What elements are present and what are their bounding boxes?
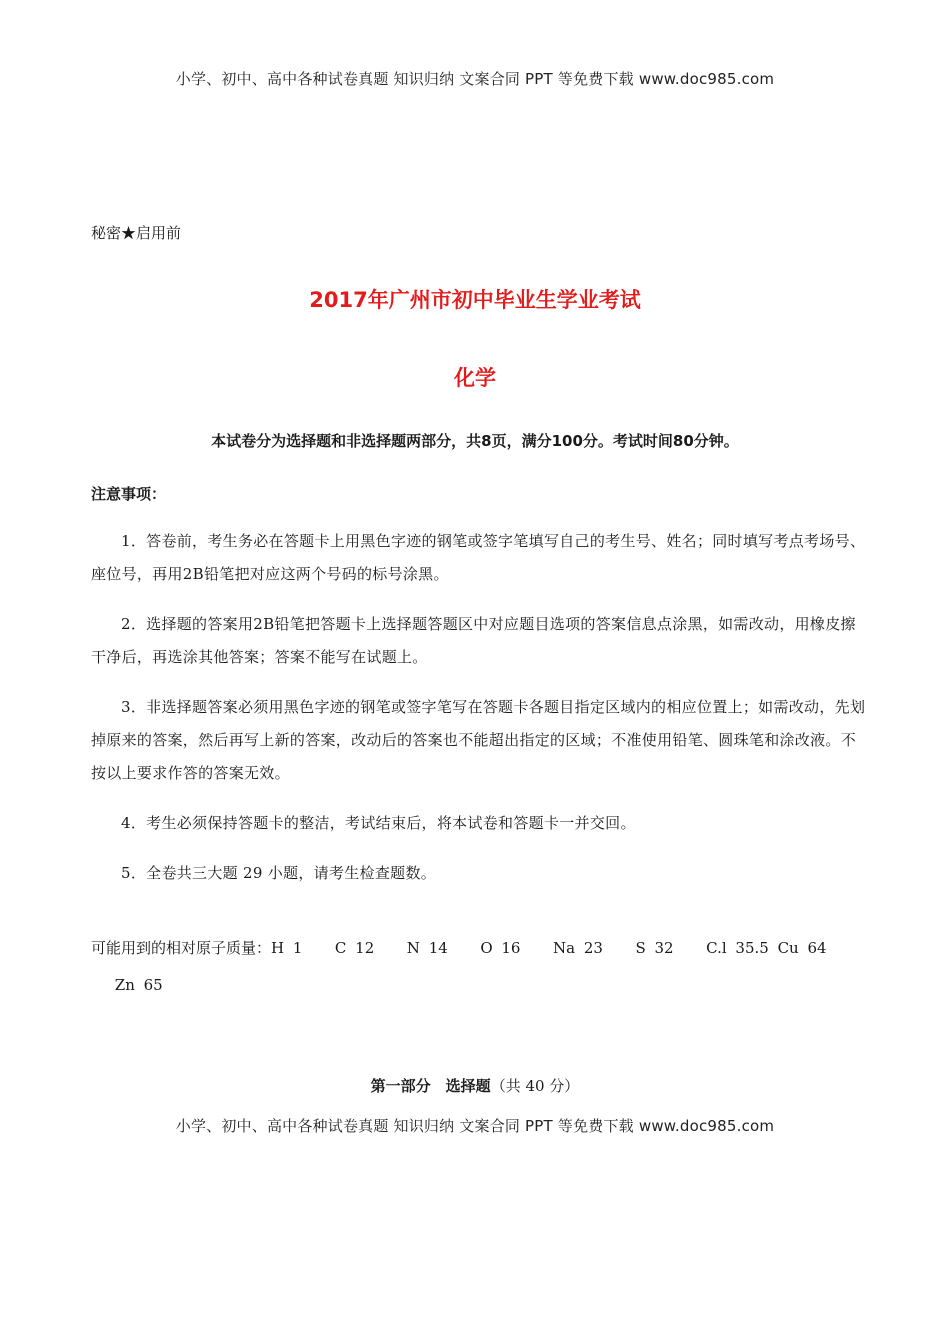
section-points: （共 40 分） [490,1077,580,1095]
footer-banner: 小学、初中、高中各种试卷真题 知识归纳 文案合同 PPT 等免费下载 www.doc985.com [175,1117,775,1135]
exam-summary: 本试卷分为选择题和非选择题两部分，共8页，满分100分。考试时间80分钟。 [211,432,739,450]
subject-title: 化学 [454,366,496,390]
header-banner: 小学、初中、高中各种试卷真题 知识归纳 文案合同 PPT 等免费下载 www.doc985.com [175,70,775,88]
notice-item: 5．全卷共三大题 29 小题，请考生检查题数。 [121,864,437,882]
notice-item: 2．选择题的答案用2B铅笔把答题卡上选择题答题区中对应题目选项的答案信息点涂黑，如需改动，用橡皮擦干净后，再选涂其他答案；答案不能写在试题上。 [91,615,856,666]
secret-label: 秘密★启用前 [91,224,182,242]
notice-item: 3．非选择题答案必须用黑色字迹的钢笔或签字笔写在答题卡各题目指定区域内的相应位置上；如需改动，先划掉原来的答案，然后再写上新的答案，改动后的答案也不能超出指定的区域；不准使用铅笔、圆珠笔和涂改液。不按以上要求作答的答案无效。 [91,698,866,782]
notice-item: 4．考生必须保持答题卡的整洁，考试结束后，将本试卷和答题卡一并交回。 [121,814,636,832]
exam-title: 2017年广州市初中毕业生学业考试 [309,288,641,312]
section-heading [0,1075,950,1096]
section-title: 第一部分 选择题 [370,1077,491,1095]
atomic-masses: 可能用到的相对原子质量：H 1 C 12 N 14 O 16 Na 23 S 32 C.l 35.5 Cu 64 Zn 65 [91,939,827,994]
notice-list [91,525,871,907]
notice-item: 1．答卷前，考生务必在答题卡上用黑色字迹的钢笔或签字笔填写自己的考生号、姓名；同时填写考点考场号、座位号，再用2B铅笔把对应这两个号码的标号涂黑。 [91,532,866,583]
notice-heading: 注意事项： [91,485,167,503]
